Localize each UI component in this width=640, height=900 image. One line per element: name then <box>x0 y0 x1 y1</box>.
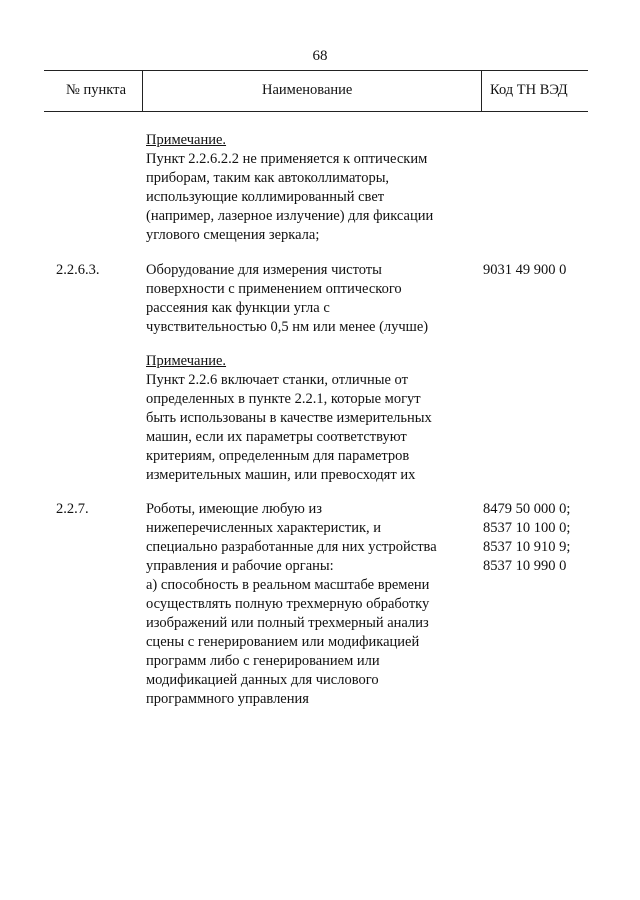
note-line: машин, если их параметры соответствуют <box>146 429 407 445</box>
header-col-number: № пункта <box>66 82 127 98</box>
item-codes <box>483 500 570 576</box>
item-line: программ либо с генерированием или <box>146 653 380 669</box>
item-number: 2.2.6.3. <box>56 262 100 278</box>
item-description <box>146 261 428 337</box>
item-line: модификацией данных для числового <box>146 672 379 688</box>
note-line: Пункт 2.2.6 включает станки, отличные от <box>146 372 408 388</box>
note-title: Примечание. <box>146 132 227 148</box>
item-line: управления и рабочие органы: <box>146 558 334 574</box>
item-line: поверхности с применением оптического <box>146 281 402 297</box>
tn-ved-code: 8537 10 910 9; <box>483 539 571 555</box>
item-codes <box>483 261 566 280</box>
header-col-code: Код ТН ВЭД <box>490 82 568 98</box>
note-1 <box>146 131 433 245</box>
tn-ved-code: 8537 10 100 0; <box>483 520 571 536</box>
item-line: сцены с генерированием или модификацией <box>146 634 420 650</box>
item-line: специально разработанные для них устройства <box>146 539 437 555</box>
note-title: Примечание. <box>146 353 227 369</box>
note-line: измерительных машин, или превосходят их <box>146 467 416 483</box>
note-line: определенных в пункте 2.2.1, которые могут <box>146 391 421 407</box>
header-divider <box>142 71 143 111</box>
tn-ved-code: 8479 50 000 0; <box>483 501 571 517</box>
note-line: быть использованы в качестве измерительных <box>146 410 432 426</box>
header-col-name: Наименование <box>262 82 353 98</box>
note-line: Пункт 2.2.6.2.2 не применяется к оптическим <box>146 151 428 167</box>
item-line: а) способность в реальном масштабе времени <box>146 577 430 593</box>
header-divider <box>481 71 482 111</box>
note-line: приборам, таким как автоколлиматоры, <box>146 170 390 186</box>
note-line: критериям, определенным для параметров <box>146 448 410 464</box>
tn-ved-code: 9031 49 900 0 <box>483 262 567 278</box>
item-line: программного управления <box>146 691 309 707</box>
note-line: использующие коллимированный свет <box>146 189 385 205</box>
item-line: Оборудование для измерения чистоты <box>146 262 382 278</box>
note-2 <box>146 352 432 485</box>
item-line: осуществлять полную трехмерную обработку <box>146 596 430 612</box>
item-line: Роботы, имеющие любую из <box>146 501 322 517</box>
item-number: 2.2.7. <box>56 501 89 517</box>
page-number: 68 <box>312 48 328 64</box>
tn-ved-code: 8537 10 990 0 <box>483 558 567 574</box>
item-line: нижеперечисленных характеристик, и <box>146 520 382 536</box>
item-line: чувствительностью 0,5 нм или менее (лучше) <box>146 319 429 335</box>
item-description <box>146 500 437 709</box>
note-line: (например, лазерное излучение) для фиксации <box>146 208 434 224</box>
note-line: углового смещения зеркала; <box>146 227 320 243</box>
table-header <box>44 70 588 112</box>
item-line: рассеяния как функции угла с <box>146 300 330 316</box>
item-line: изображений или полный трехмерный анализ <box>146 615 429 631</box>
